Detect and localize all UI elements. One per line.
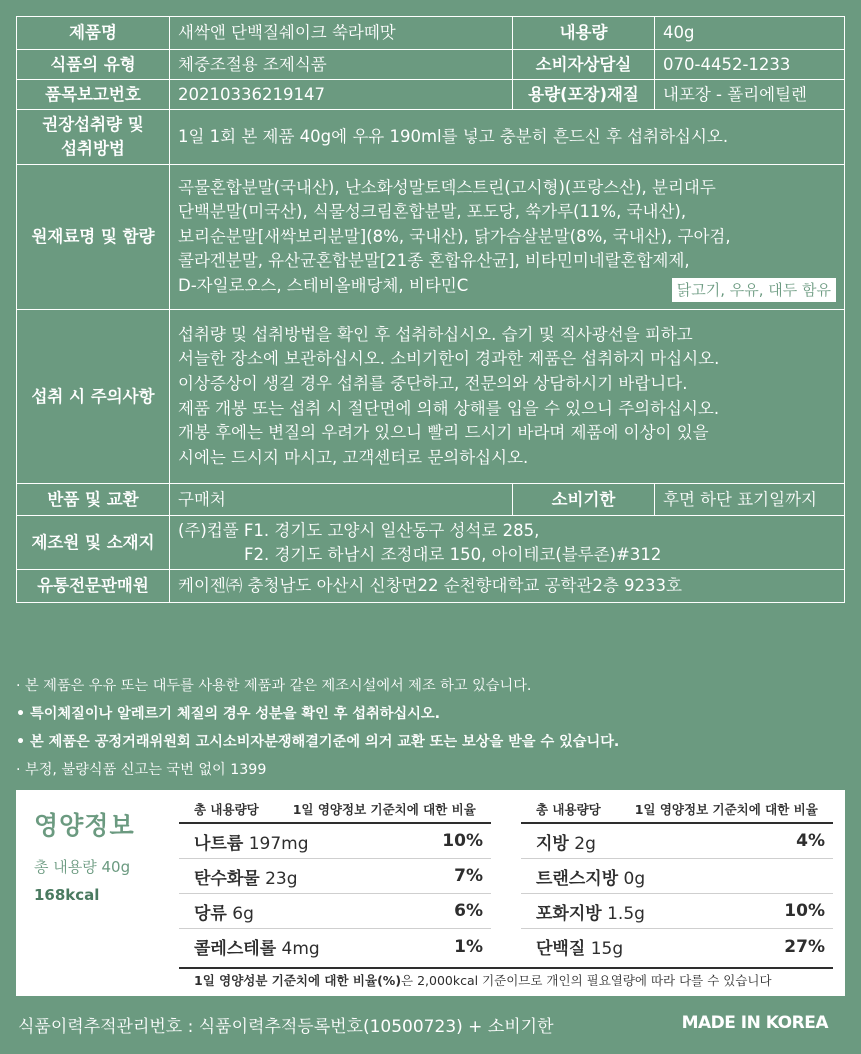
nutrient-pct: 1%: [454, 936, 483, 957]
nutrient-pct: 10%: [784, 901, 825, 921]
caution-value: 섭취량 및 섭취방법을 확인 후 섭취하십시오. 습기 및 직사광선을 피하고 서늘한 장소에 보관하십시오. 소비기한이 경과한 제품은 섭취하지 마십시오. 이상증상이 생길 경우 섭취를 중단하고, 전문의와 상담하시기 바랍니다. 제품 개봉 또는 섭취 시 절단면에 의해 상해를 입을 수 있으니 주의하십시오. 개봉 후에는 변질의 우려가 있으니 빨리 드시기 바라며 제품에 이상이 있을 시에는 드시지 마시고, 고객센터로 문의하십시오.: [178, 324, 720, 467]
nutrient-pct: 4%: [796, 831, 825, 851]
allergy-badge: 닭고기, 우유, 대두 함유: [672, 278, 836, 302]
nutrition-header: [179, 796, 491, 824]
footnote-bold: 1일 영양성분 기준치에 대한 비율(%): [194, 973, 402, 988]
nutrient-row: [179, 929, 491, 964]
product-info-table: [16, 16, 845, 603]
nutrition-table-right: [521, 796, 833, 964]
nutrient-pct: 10%: [442, 831, 483, 851]
nutrient-name: 당류: [194, 903, 227, 924]
row-ingredients: [17, 165, 845, 310]
row-product-name: [17, 17, 845, 50]
notice-item: • 본 제품은 공정거래위원회 고시소비자분쟁해결기준에 의거 교환 또는 보상을 받을 수 있습니다.: [16, 734, 620, 750]
row-distributor: [17, 570, 845, 603]
caution-label: 섭취 시 주의사항: [17, 310, 170, 484]
expiry-label: 소비기한: [513, 484, 655, 516]
ingredients-label: 원재료명 및 함량: [17, 165, 170, 310]
nutrient-amount: 197mg: [248, 833, 309, 854]
header-amount: 총 내용량당: [194, 802, 259, 817]
nutrient-row: [521, 859, 833, 894]
header-amount: 총 내용량당: [536, 802, 601, 817]
nutrient-amount: 4mg: [281, 939, 320, 959]
row-manufacturer: [17, 516, 845, 570]
nutrition-title: 영양정보: [34, 811, 135, 840]
row-caution: [17, 310, 845, 484]
nutrient-name: 탄수화물: [194, 868, 260, 889]
row-return: [17, 484, 845, 516]
nutrition-table-left: [179, 796, 491, 964]
origin-label: MADE IN KOREA: [681, 1013, 828, 1033]
nutrient-name: 포화지방: [536, 903, 602, 924]
nutrient-amount: 2g: [574, 833, 596, 854]
nutrient-amount: 1.5g: [607, 903, 645, 924]
header-daily: 1일 영양정보 기준치에 대한 비율: [634, 802, 818, 817]
consumer-center-label: 소비자상담실: [513, 50, 655, 80]
header-daily: 1일 영양정보 기준치에 대한 비율: [292, 802, 476, 817]
manufacturer-cell: [170, 516, 845, 570]
nutrition-kcal: 168kcal: [34, 886, 100, 904]
nutrient-name: 단백질: [536, 939, 586, 959]
row-food-type: [17, 50, 845, 80]
packaging-label: 용량(포장)재질: [513, 80, 655, 110]
volume-label: 내용량: [513, 17, 655, 50]
ingredients-cell: [170, 165, 845, 310]
tracking-number: 식품이력추적관리번호 : 식품이력추적등록번호(10500723) + 소비기한: [18, 1017, 554, 1037]
distributor-value: 케이젠㈜ 충청남도 아산시 신창면22 순천향대학교 공학관2층 9233호: [170, 570, 845, 603]
volume-value: 40g: [655, 17, 845, 50]
return-label: 반품 및 교환: [17, 484, 170, 516]
nutrition-header: [521, 796, 833, 824]
notice-list: [16, 672, 845, 784]
nutrient-row: [179, 894, 491, 929]
food-type-value: 체중조절용 조제식품: [170, 50, 513, 80]
nutrient-amount: 15g: [590, 939, 624, 959]
intake-label: 권장섭취량 및 섭취방법: [17, 110, 170, 165]
consumer-center-value: 070-4452-1233: [655, 50, 845, 80]
nutrient-row: [521, 929, 833, 964]
nutrient-pct: 7%: [454, 866, 483, 886]
nutrient-pct: 6%: [454, 901, 483, 921]
nutrient-amount: 6g: [232, 903, 254, 924]
nutrient-row: [521, 894, 833, 929]
expiry-value: 후면 하단 표기일까지: [655, 484, 845, 516]
nutrient-row: [179, 824, 491, 859]
caution-cell: [170, 310, 845, 484]
nutrient-amount: 0g: [623, 868, 646, 889]
nutrition-footnote: [179, 967, 833, 991]
notice-item: · 본 제품은 우유 또는 대두를 사용한 제품과 같은 제조시설에서 제조 하고 있습니다.: [16, 678, 532, 694]
nutrient-pct: 27%: [784, 936, 825, 957]
manufacturer-line1: (주)컵풀 F1. 경기도 고양시 일산동구 성석로 285,: [178, 520, 540, 540]
manufacturer-line2: F2. 경기도 하남시 조정대로 150, 아이테코(블루존)#312: [244, 544, 662, 564]
nutrient-name: 나트륨: [194, 833, 244, 854]
product-name-label: 제품명: [17, 17, 170, 50]
nutrition-total: 총 내용량 40g: [34, 858, 131, 876]
nutrition-panel: [16, 790, 845, 996]
intake-value: 1일 1회 본 제품 40g에 우유 190ml를 넣고 충분히 흔드신 후 섭취하십시오.: [170, 110, 845, 165]
product-name-value: 새싹앤 단백질쉐이크 쑥라떼맛: [170, 17, 513, 50]
packaging-value: 내포장 - 폴리에틸렌: [655, 80, 845, 110]
nutrient-amount: 23g: [265, 868, 298, 889]
nutrient-name: 콜레스테롤: [194, 939, 277, 959]
nutrient-name: 트랜스지방: [536, 868, 619, 889]
nutrient-row: [179, 859, 491, 894]
row-report-no: [17, 80, 845, 110]
report-no-label: 품목보고번호: [17, 80, 170, 110]
footnote-rest: 은 2,000kcal 기준이므로 개인의 필요열량에 따라 다를 수 있습니다: [401, 973, 772, 988]
distributor-label: 유통전문판매원: [17, 570, 170, 603]
return-value: 구매처: [170, 484, 513, 516]
manufacturer-label: 제조원 및 소재지: [17, 516, 170, 570]
food-type-label: 식품의 유형: [17, 50, 170, 80]
notice-item: • 특이체질이나 알레르기 체질의 경우 성분을 확인 후 섭취하십시오.: [16, 706, 441, 722]
report-no-value: 20210336219147: [170, 80, 513, 110]
nutrient-name: 지방: [536, 833, 569, 854]
ingredients-value: 곡물혼합분말(국내산), 난소화성말토덱스트린(고시형)(프랑스산), 분리대두 단백분말(미국산), 식물성크림혼합분말, 포도당, 쑥가루(11%, 국내산), 보리순분말[새싹보리분말](8%, 국내산), 닭가슴살분말(8%, 국내산), 구아검, 콜라겐분말, 유산균혼합분말[21종 혼합유산균], 비타민미네랄혼합제제, D-자일로오스, 스테비올배당체, 비타민C: [178, 177, 731, 295]
notice-item: · 부정, 불량식품 신고는 국번 없이 1399: [16, 762, 267, 778]
row-intake: [17, 110, 845, 165]
nutrient-row: [521, 824, 833, 859]
